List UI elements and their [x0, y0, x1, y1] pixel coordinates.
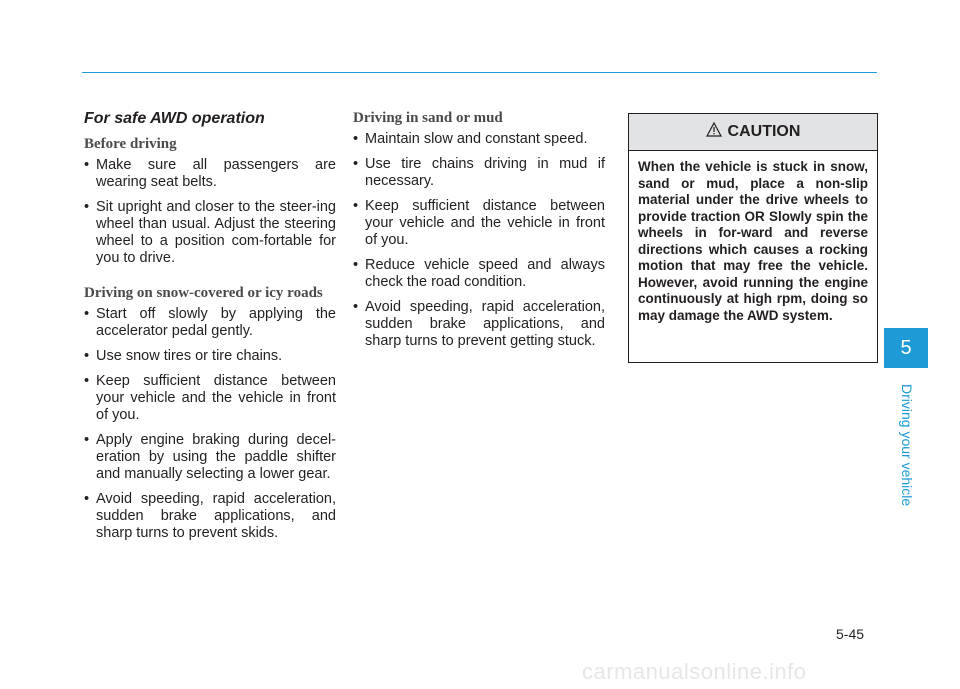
sand-list — [353, 131, 605, 350]
list-item: • Keep sufficient distance between your vehicle and the vehicle in front of you. — [353, 198, 605, 249]
caution-header — [629, 114, 877, 151]
list-item: • Start off slowly by applying the accelerator pedal gently. — [84, 306, 336, 340]
caution-text: When the vehicle is stuck in snow, sand or mud, place a non-slip material under the drive wheels to provide traction OR Slowly spin the wheels in for-ward and reverse directions which causes a rocking motion that may free the vehicle. However, avoid running the engine continuously at high rpm, doing so may damage the AWD system. — [638, 159, 868, 323]
list-item: • Use tire chains driving in mud if necessary. — [353, 156, 605, 190]
list-item: • Make sure all passengers are wearing seat belts. — [84, 157, 336, 191]
snow-list — [84, 306, 336, 542]
chapter-number-tab: 5 — [884, 328, 928, 368]
list-item: • Reduce vehicle speed and always check the road condition. — [353, 257, 605, 291]
list-item: • Sit upright and closer to the steer-ing wheel than usual. Adjust the steering wheel to a position com-fortable for you to drive. — [84, 199, 336, 267]
list-item: • Apply engine braking during decel-eration by using the paddle shifter and manually selecting a lower gear. — [84, 432, 336, 483]
warning-triangle-icon — [706, 122, 722, 142]
middle-column — [353, 110, 605, 358]
list-item: • Maintain slow and constant speed. — [353, 131, 605, 148]
list-item: • Use snow tires or tire chains. — [84, 348, 336, 365]
caution-title: CAUTION — [727, 123, 801, 140]
list-item: • Avoid speeding, rapid acceleration, sudden brake applications, and sharp turns to prevent getting stuck. — [353, 299, 605, 350]
before-driving-heading: Before driving — [84, 136, 177, 152]
top-divider — [82, 72, 877, 73]
chapter-label: Driving your vehicle — [899, 384, 915, 507]
caution-box — [628, 113, 878, 363]
sand-heading: Driving in sand or mud — [353, 110, 503, 126]
page-number: 5-45 — [836, 626, 865, 642]
snow-heading: Driving on snow-covered or icy roads — [84, 285, 323, 301]
list-item: • Avoid speeding, rapid acceleration, sudden brake applications, and sharp turns to prevent skids. — [84, 491, 336, 542]
section-title: For safe AWD operation — [84, 110, 265, 127]
list-item: • Keep sufficient distance between your vehicle and the vehicle in front of you. — [84, 373, 336, 424]
watermark: carmanualsonline.info — [582, 659, 807, 684]
left-column — [84, 110, 336, 550]
before-driving-list — [84, 157, 336, 267]
